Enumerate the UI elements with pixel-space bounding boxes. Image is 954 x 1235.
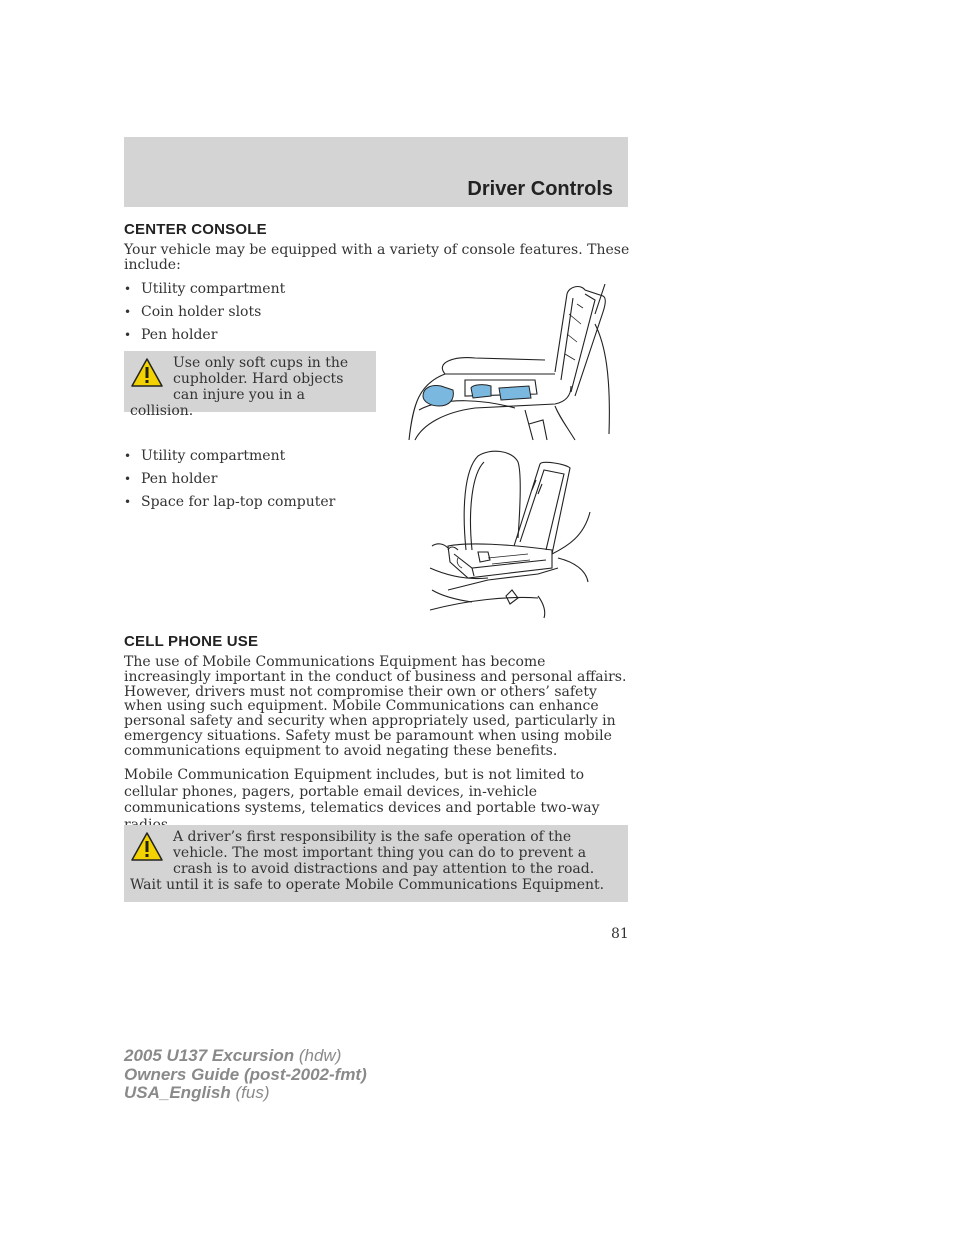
cupholder-warning-box bbox=[124, 351, 376, 419]
footer-language-code: (fus) bbox=[235, 1083, 270, 1102]
center-console-intro: Your vehicle may be equipped with a variety of console features. These include: bbox=[124, 242, 630, 273]
console-feature-list-1 bbox=[124, 280, 285, 349]
footer-guide: Owners Guide (post-2002-fmt) bbox=[124, 1064, 367, 1084]
list-item: • Pen holder bbox=[124, 471, 218, 487]
list-item: • Space for lap-top computer bbox=[124, 494, 336, 510]
footer-model-code: (hdw) bbox=[298, 1046, 342, 1065]
console-feature-list-2 bbox=[124, 447, 335, 516]
driver-responsibility-warning-text: A driver’s first responsibility is the safe operation of the vehicle. The most important thing you can do to prevent a crash is to avoid distractions and pay attention to the road. Wait until it is safe to operate Mobile Communications Equipment. bbox=[130, 829, 605, 893]
page-number: 81 bbox=[611, 926, 629, 942]
warning-triangle-icon bbox=[130, 357, 164, 389]
footer-language: USA_English bbox=[124, 1083, 231, 1102]
list-item: • Coin holder slots bbox=[124, 304, 262, 320]
cupholder-warning-text: Use only soft cups in the cupholder. Hard objects can injure you in a collision. bbox=[130, 355, 349, 419]
list-item: • Pen holder bbox=[124, 327, 218, 343]
center-console-heading: CENTER CONSOLE bbox=[124, 221, 267, 238]
footer-model: 2005 U137 Excursion bbox=[124, 1046, 295, 1065]
warning-triangle-icon bbox=[130, 831, 164, 863]
cell-phone-paragraph-2: Mobile Communication Equipment includes, but is not limited to cellular phones, pagers, portable email devices, in-vehicle communications systems, telematics devices and portable two-way bbox=[124, 767, 600, 816]
cell-phone-heading: CELL PHONE USE bbox=[124, 633, 259, 650]
list-item: • Utility compartment bbox=[124, 281, 286, 297]
console-cupholder-illustration bbox=[405, 284, 615, 444]
cell-phone-paragraph-1: The use of Mobile Communications Equipment has become increasingly important in the conduct of business and personal affairs. However, drivers must not compromise their own or others’ safety when using such equipment. Mobile Communications can enhance personal safety and security when appropriately used, particularly in emergency situations. Safety must be paramount when using mobile communications equipment to avoid negating these benefits. bbox=[124, 654, 627, 759]
section-header-band bbox=[124, 137, 628, 207]
document-footer bbox=[124, 1047, 367, 1103]
driver-responsibility-warning-box bbox=[124, 825, 628, 902]
console-laptop-space-illustration bbox=[428, 450, 593, 620]
list-item: • Utility compartment bbox=[124, 448, 286, 464]
section-title: Driver Controls bbox=[467, 178, 613, 200]
